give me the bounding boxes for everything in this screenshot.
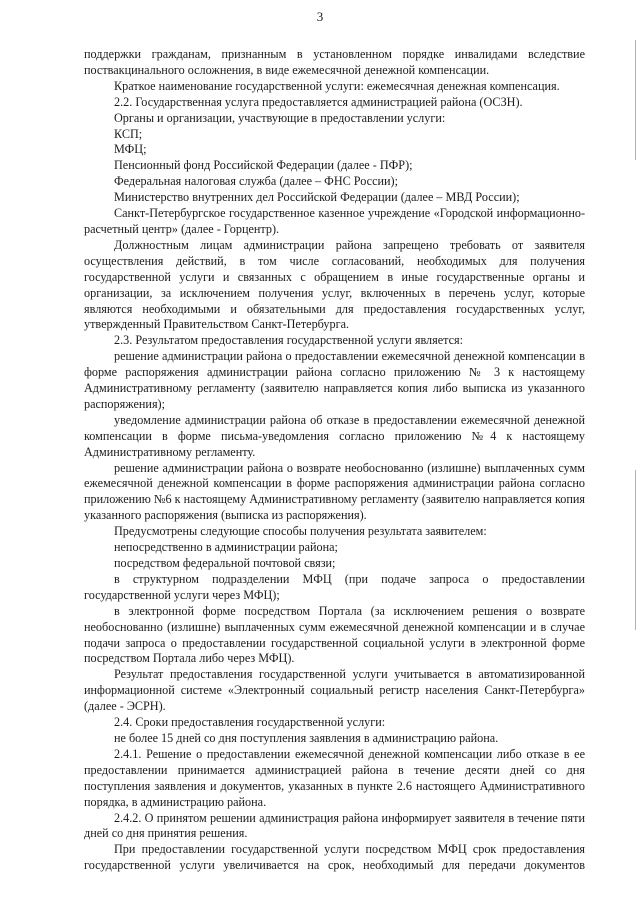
paragraph: 2.3. Результатом предоставления государственной услуги является: <box>114 333 464 348</box>
scan-edge-line <box>635 470 636 630</box>
document-body <box>84 47 585 874</box>
paragraph: Краткое наименование государственной услуги: ежемесячная денежная компенсация. <box>114 78 560 93</box>
paragraph: Результат предоставления государственной услуги учитывается в автоматизированной информационной системе «Электронный социальный регистр населения Санкт-Петербурга» (далее - ЭСРН). <box>84 667 585 714</box>
paragraph: КСП; <box>114 126 143 141</box>
paragraph: Федеральная налоговая служба (далее – ФНС России); <box>114 174 398 189</box>
paragraph: в электронной форме посредством Портала (за исключением решения о возврате необоснованно (излишне) выплаченных сумм ежемесячной денежной компенсации и в случае подачи запроса о предоставлении государственной социальной услуги в электронной форме посредством Портала либо через МФЦ). <box>84 603 585 666</box>
paragraph: МФЦ; <box>114 142 147 157</box>
paragraph: Предусмотрены следующие способы получения результата заявителем: <box>114 524 487 539</box>
scan-edge-line <box>635 40 636 160</box>
paragraph: посредством федеральной почтовой связи; <box>114 556 336 570</box>
paragraph: не более 15 дней со дня поступления заявления в администрацию района. <box>114 730 499 745</box>
paragraph: Органы и организации, участвующие в предоставлении услуги: <box>114 110 446 125</box>
paragraph: Пенсионный фонд Российской Федерации (далее - ПФР); <box>114 158 413 173</box>
paragraph: уведомление администрации района об отказе в предоставлении ежемесячной денежной компенсации в форме письма-уведомления согласно приложению №4 к настоящему Административному регламенту. <box>84 412 585 459</box>
paragraph: 2.4.1. Решение о предоставлении ежемесячной денежной компенсации либо отказе в ее предоставлении принимается администрацией района в течение десяти дней со дня поступления заявления и документов, указанных в пункте 2.6 настоящего Административного порядка, в администрацию района. <box>84 746 585 809</box>
paragraph: Должностным лицам администрации района запрещено требовать от заявителя осуществления действий, в том числе согласований, необходимых для получения государственной услуги и связанных с обращением в иные государственные органы и организации, за исключением получения услуг, включенных в перечень услуг, которые являются необходимыми и обязательными для предоставления государственных услуг, утвержденный Правительством Санкт-Петербурга. <box>84 237 585 332</box>
paragraph: в структурном подразделении МФЦ (при подаче запроса о предоставлении государственной услуги через МФЦ); <box>84 571 585 602</box>
paragraph: При предоставлении государственной услуги посредством МФЦ срок предоставления государственной услуги увеличивается на срок, необходимый для передачи документов <box>84 842 585 873</box>
paragraph: 2.2. Государственная услуга предоставляется администрацией района (ОСЗН). <box>114 94 523 109</box>
paragraph: 2.4. Сроки предоставления государственной услуги: <box>114 715 386 730</box>
paragraph: решение администрации района о предоставлении ежемесячной денежной компенсации в форме распоряжения администрации района согласно приложению № 3 к настоящему Административному регламенту (заявителю направляется копия либо выписка из указанного распоряжения); <box>84 349 585 411</box>
page-number: 3 <box>316 9 324 24</box>
paragraph: поддержки гражданам, признанным в установленном порядке инвалидами вследствие поствакцинального осложнения, в виде ежемесячной денежной компенсации. <box>84 47 585 77</box>
paragraph: Санкт-Петербургское государственное казенное учреждение «Городской информационно-расчетный центр» (далее - Горцентр). <box>84 206 585 236</box>
paragraph: решение администрации района о возврате необоснованно (излишне) выплаченных сумм ежемесячной денежной компенсации в форме распоряжения администрации района согласно приложению №6 к настоящему Административному регламенту (заявителю направляется копия указанного распоряжения (выписка из распоряжения). <box>84 460 585 523</box>
paragraph: 2.4.2. О принятом решении администрация района информирует заявителя в течение пяти дней со дня принятия решения. <box>84 810 585 841</box>
paragraph: Министерство внутренних дел Российской Федерации (далее – МВД России); <box>114 190 520 205</box>
paragraph: непосредственно в администрации района; <box>114 540 338 555</box>
